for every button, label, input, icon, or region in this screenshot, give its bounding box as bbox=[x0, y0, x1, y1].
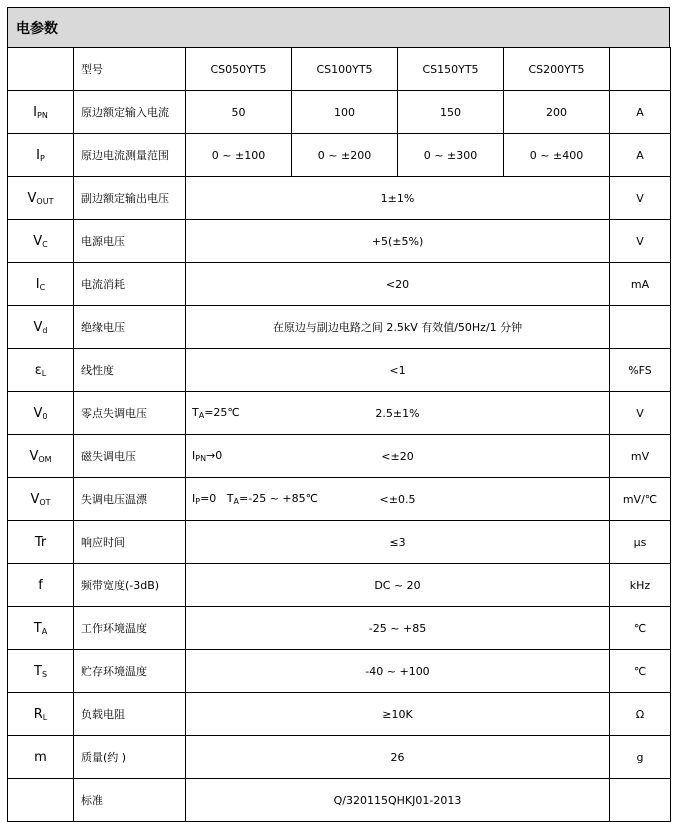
value-cell: +5(±5%) bbox=[186, 220, 610, 263]
value-cell: 0 ~ ±200 bbox=[292, 134, 398, 177]
symbol-cell: $V_0$ bbox=[8, 392, 74, 435]
unit-cell: V bbox=[610, 177, 671, 220]
parameter-name: 副边额定输出电压 bbox=[74, 177, 186, 220]
unit-cell: μs bbox=[610, 521, 671, 564]
parameter-name: 频带宽度(-3dB) bbox=[74, 564, 186, 607]
value-cell: Q/320115QHKJ01-2013 bbox=[186, 779, 610, 822]
value-cell: 0 ~ ±400 bbox=[504, 134, 610, 177]
symbol-cell: $T_S$ bbox=[8, 650, 74, 693]
header-unit-cell bbox=[610, 48, 671, 91]
parameter-name: 电流消耗 bbox=[74, 263, 186, 306]
value-cell bbox=[186, 478, 610, 521]
symbol-cell: $V_C$ bbox=[8, 220, 74, 263]
unit-cell: ℃ bbox=[610, 607, 671, 650]
symbol-cell: $I_{PN}$ bbox=[8, 91, 74, 134]
symbol-cell: m bbox=[8, 736, 74, 779]
value-cell bbox=[186, 435, 610, 478]
value-cell: 0 ~ ±100 bbox=[186, 134, 292, 177]
unit-cell: mV/℃ bbox=[610, 478, 671, 521]
parameter-name: 原边额定输入电流 bbox=[74, 91, 186, 134]
table-row-ts bbox=[8, 650, 671, 693]
symbol-cell: $V_d$ bbox=[8, 306, 74, 349]
symbol-cell: $V_{OM}$ bbox=[8, 435, 74, 478]
symbol-cell: $V_{OUT}$ bbox=[8, 177, 74, 220]
parameter-name: 标准 bbox=[74, 779, 186, 822]
table-row-vc bbox=[8, 220, 671, 263]
value-cell: 1±1% bbox=[186, 177, 610, 220]
model-header-3: CS150YT5 bbox=[398, 48, 504, 91]
unit-cell: kHz bbox=[610, 564, 671, 607]
header-symbol-cell bbox=[8, 48, 74, 91]
unit-cell: A bbox=[610, 134, 671, 177]
table-row-ipn bbox=[8, 91, 671, 134]
table-row-ic bbox=[8, 263, 671, 306]
value-cell: 100 bbox=[292, 91, 398, 134]
unit-cell: mA bbox=[610, 263, 671, 306]
symbol-cell: $R_L$ bbox=[8, 693, 74, 736]
parameter-name: 负载电阻 bbox=[74, 693, 186, 736]
value-cell: ≤3 bbox=[186, 521, 610, 564]
value-cell: -25 ~ +85 bbox=[186, 607, 610, 650]
symbol-cell: $V_{OT}$ bbox=[8, 478, 74, 521]
parameter-name: 电源电压 bbox=[74, 220, 186, 263]
value-cell: 50 bbox=[186, 91, 292, 134]
parameter-name: 原边电流测量范围 bbox=[74, 134, 186, 177]
symbol-cell: $I_C$ bbox=[8, 263, 74, 306]
unit-cell: g bbox=[610, 736, 671, 779]
header-name-cell: 型号 bbox=[74, 48, 186, 91]
table-row-el bbox=[8, 349, 671, 392]
table-row-f bbox=[8, 564, 671, 607]
symbol-cell bbox=[8, 779, 74, 822]
table-row-standard bbox=[8, 779, 671, 822]
table-row-vout bbox=[8, 177, 671, 220]
table-row-m bbox=[8, 736, 671, 779]
unit-cell: V bbox=[610, 220, 671, 263]
parameter-name: 质量(约 ) bbox=[74, 736, 186, 779]
parameter-name: 失调电压温漂 bbox=[74, 478, 186, 521]
symbol-cell: Tr bbox=[8, 521, 74, 564]
value-cell: <20 bbox=[186, 263, 610, 306]
value-cell: 150 bbox=[398, 91, 504, 134]
value-cell: 200 bbox=[504, 91, 610, 134]
value-cell: DC ~ 20 bbox=[186, 564, 610, 607]
model-header-2: CS100YT5 bbox=[292, 48, 398, 91]
unit-cell: V bbox=[610, 392, 671, 435]
unit-cell bbox=[610, 306, 671, 349]
table-row-header bbox=[8, 48, 671, 91]
table-row-v0 bbox=[8, 392, 671, 435]
parameter-name: 磁失调电压 bbox=[74, 435, 186, 478]
unit-cell: ℃ bbox=[610, 650, 671, 693]
value-text: <±20 bbox=[381, 449, 414, 463]
value-text: 2.5±1% bbox=[375, 406, 420, 420]
unit-cell: A bbox=[610, 91, 671, 134]
condition-text: $T_A=25℃$ bbox=[192, 406, 240, 420]
value-cell: 26 bbox=[186, 736, 610, 779]
symbol-cell: $I_P$ bbox=[8, 134, 74, 177]
section-title: 电参数 bbox=[7, 7, 670, 47]
table-row-vom bbox=[8, 435, 671, 478]
table-row-ta bbox=[8, 607, 671, 650]
table-row-tr bbox=[8, 521, 671, 564]
symbol-cell: $T_A$ bbox=[8, 607, 74, 650]
symbol-cell: $\varepsilon_L$ bbox=[8, 349, 74, 392]
symbol-cell: f bbox=[8, 564, 74, 607]
unit-cell: mV bbox=[610, 435, 671, 478]
value-cell: 0 ~ ±300 bbox=[398, 134, 504, 177]
value-cell: <1 bbox=[186, 349, 610, 392]
unit-cell: %FS bbox=[610, 349, 671, 392]
value-cell bbox=[186, 392, 610, 435]
condition-text: $I_{PN}\to 0$ bbox=[192, 449, 223, 463]
table-row-vot bbox=[8, 478, 671, 521]
condition-text: $I_P=0$ $T_A=-25$ ~ +85℃ bbox=[192, 492, 318, 506]
unit-cell bbox=[610, 779, 671, 822]
unit-cell: Ω bbox=[610, 693, 671, 736]
value-text: <±0.5 bbox=[379, 492, 416, 506]
parameter-name: 响应时间 bbox=[74, 521, 186, 564]
value-cell: -40 ~ +100 bbox=[186, 650, 610, 693]
model-header-1: CS050YT5 bbox=[186, 48, 292, 91]
parameter-name: 工作环境温度 bbox=[74, 607, 186, 650]
table-row-rl bbox=[8, 693, 671, 736]
value-cell: 在原边与副边电路之间 2.5kV 有效值/50Hz/1 分钟 bbox=[186, 306, 610, 349]
parameter-name: 绝缘电压 bbox=[74, 306, 186, 349]
model-header-4: CS200YT5 bbox=[504, 48, 610, 91]
electrical-parameters-section bbox=[7, 7, 670, 822]
parameter-name: 贮存环境温度 bbox=[74, 650, 186, 693]
parameters-table bbox=[7, 47, 671, 822]
parameter-name: 零点失调电压 bbox=[74, 392, 186, 435]
parameter-name: 线性度 bbox=[74, 349, 186, 392]
table-row-vd bbox=[8, 306, 671, 349]
table-row-ip bbox=[8, 134, 671, 177]
value-cell: ≥10K bbox=[186, 693, 610, 736]
